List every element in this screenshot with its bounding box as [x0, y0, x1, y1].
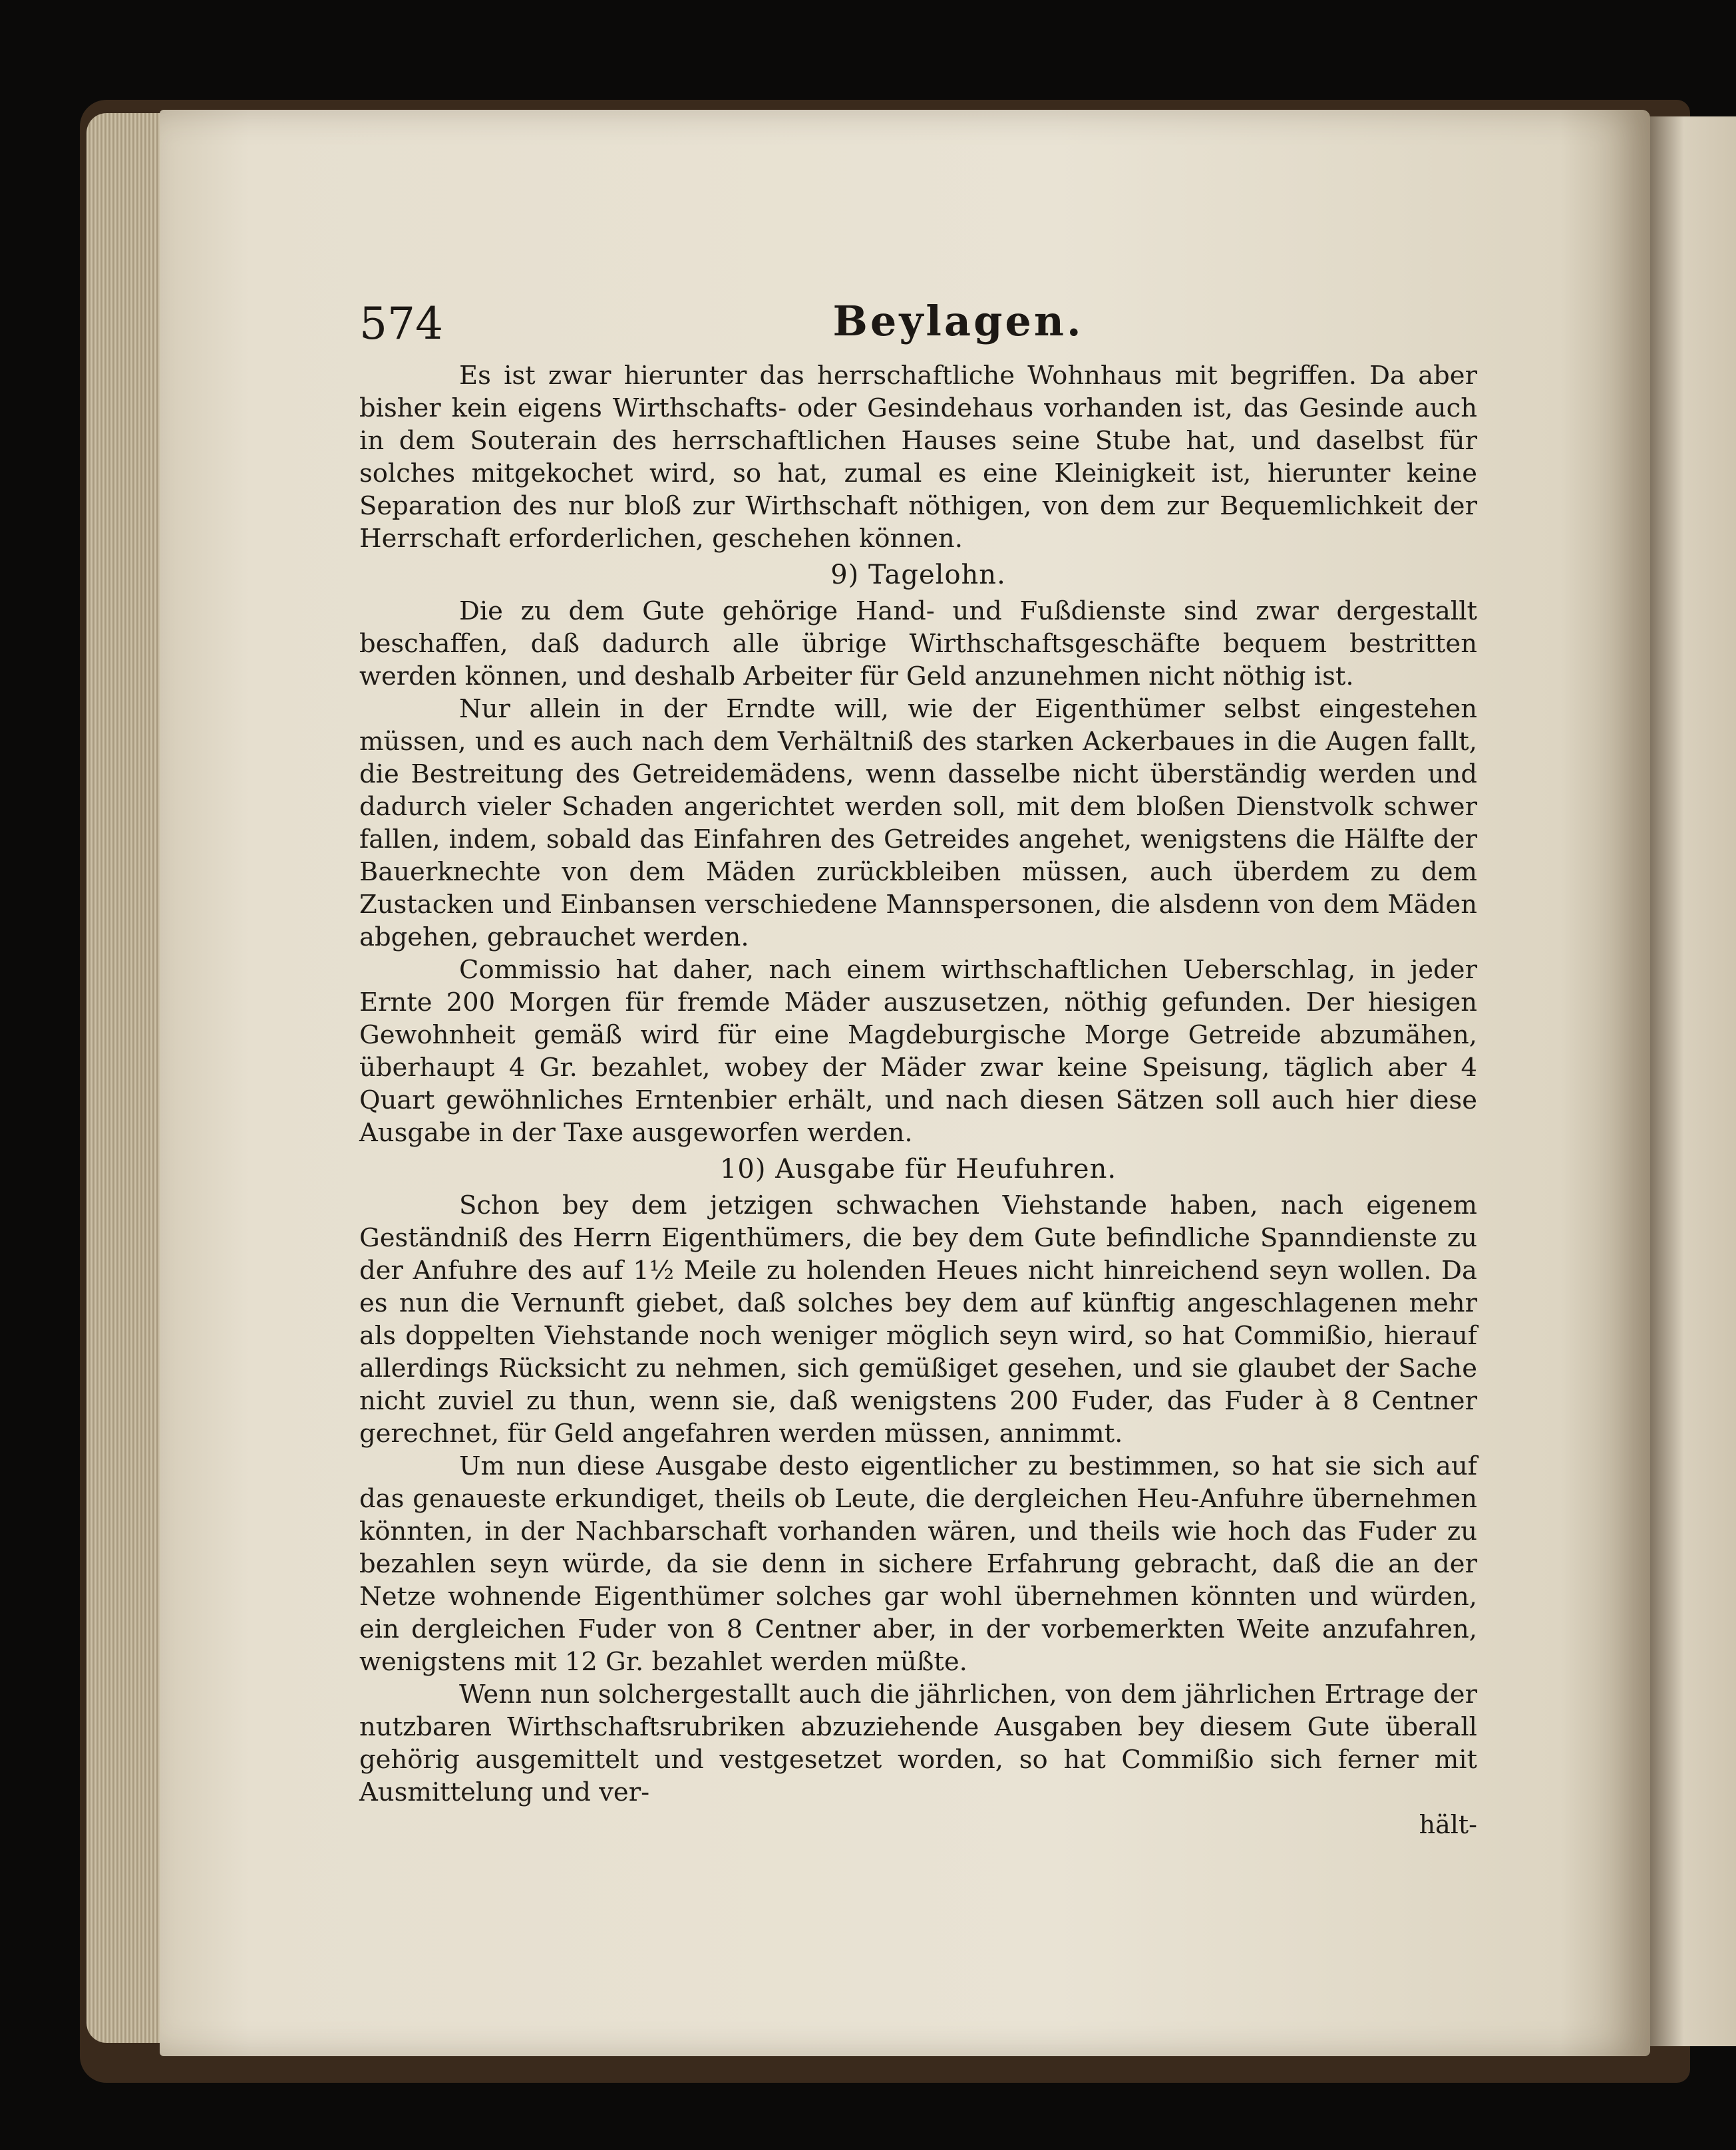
paragraph: Es ist zwar hierunter das herrschaftliche Wohnhaus mit begriffen. Da aber bisher kein eigens Wirthschafts- oder Gesindehaus vorhanden ist, das Gesinde auch in dem Souterain des herrschaftlichen Hauses seine Stube hat, und daselbst für solches mitgekochet wird, so hat, zumal es eine Kleinigkeit ist, hierunter keine Separation des nur bloß zur Wirthschaft nöthigen, von dem zur Bequemlichkeit der Herrschaft erforderlichen, geschehen können. [359, 361, 1477, 554]
paragraph: Um nun diese Ausgabe desto eigentlicher zu bestimmen, so hat sie sich auf das genaueste erkundiget, theils ob Leute, die dergleichen Heu-Anfuhre übernehmen könnten, in der Nachbarschaft vorhanden wären, und theils wie hoch das Fuder zu bezahlen seyn würde, da sie denn in sichere Erfahrung gebracht, daß die an der Netze wohnende Eigenthümer solches gar wohl übernehmen könnten und würden, ein dergleichen Fuder von 8 Centner aber, in der vorbemerkten Weite anzufahren, wenigstens mit 12 Gr. bezahlet werden müßte. [359, 1451, 1477, 1677]
paragraph: Wenn nun solchergestallt auch die jährlichen, von dem jährlichen Ertrage der nutzbaren Wirthschaftsrubriken abzuziehende Ausgaben bey diesem Gute überall gehörig ausgemittelt und vestgesetzet worden, so hat Commißio sich ferner mit Ausmittelung und ver- [359, 1680, 1477, 1807]
paragraph: Die zu dem Gute gehörige Hand- und Fußdienste sind zwar dergestallt beschaffen, daß dadurch alle übrige Wirthschaftsgeschäfte bequem bestritten werden können, und deshalb Arbeiter für Geld anzunehmen nicht nöthig ist. [359, 596, 1477, 691]
running-title: Beylagen. [832, 297, 1084, 345]
page-edges [87, 113, 166, 2043]
facing-page-edge [1649, 116, 1736, 2046]
catchword: hält- [1419, 1810, 1477, 1839]
page-body [359, 359, 1477, 1841]
section-heading: 10) Ausgabe für Heufuhren. [719, 1154, 1117, 1184]
paragraph: Schon bey dem jetzigen schwachen Viehstande haben, nach eigenem Geständniß des Herrn Eigenthümers, die bey dem Gute befindliche Spanndienste zu der Anfuhre des auf 1½ Meile zu holenden Heues nicht hinreichend seyn wollen. Da es nun die Vernunft giebet, daß solches bey dem auf künftig angeschlagenen mehr als doppelten Viehstande noch weniger möglich seyn wird, so hat Commißio, hierauf allerdings Rücksicht zu nehmen, sich gemüßiget gesehen, und sie glaubet der Sache nicht zuviel zu thun, wenn sie, daß wenigstens 200 Fuder, das Fuder à 8 Centner gerechnet, für Geld angefahren werden müssen, annimmt. [359, 1190, 1477, 1449]
paragraph: Commissio hat daher, nach einem wirthschaftlichen Ueberschlag, in jeder Ernte 200 Morgen für fremde Mäder auszusetzen, nöthig gefunden. Der hiesigen Gewohnheit gemäß wird für eine Magdeburgische Morge Getreide abzumähen, überhaupt 4 Gr. bezahlet, wobey der Mäder zwar keine Speisung, täglich aber 4 Quart gewöhnliches Erntenbier erhält, und nach diesen Sätzen soll auch hier diese Ausgabe in der Taxe ausgeworfen werden. [359, 955, 1477, 1148]
page-header [359, 293, 1477, 353]
page-number: 574 [359, 298, 443, 349]
paragraph: Nur allein in der Erndte will, wie der Eigenthümer selbst eingestehen müssen, und es auch nach dem Verhältniß des starken Ackerbaues in die Augen fallt, die Bestreitung des Getreidemädens, wenn dasselbe nicht überständig werden und dadurch vieler Schaden angerichtet werden soll, mit dem bloßen Dienstvolk schwer fallen, indem, sobald das Einfahren des Getreides angehet, wenigstens die Hälfte der Bauerknechte von dem Mäden zurückbleiben müssen, auch überdem zu dem Zustacken und Einbansen verschiedene Mannspersonen, die alsdenn von dem Mäden abgehen, gebrauchet werden. [359, 694, 1477, 952]
section-heading: 9) Tagelohn. [830, 560, 1006, 590]
